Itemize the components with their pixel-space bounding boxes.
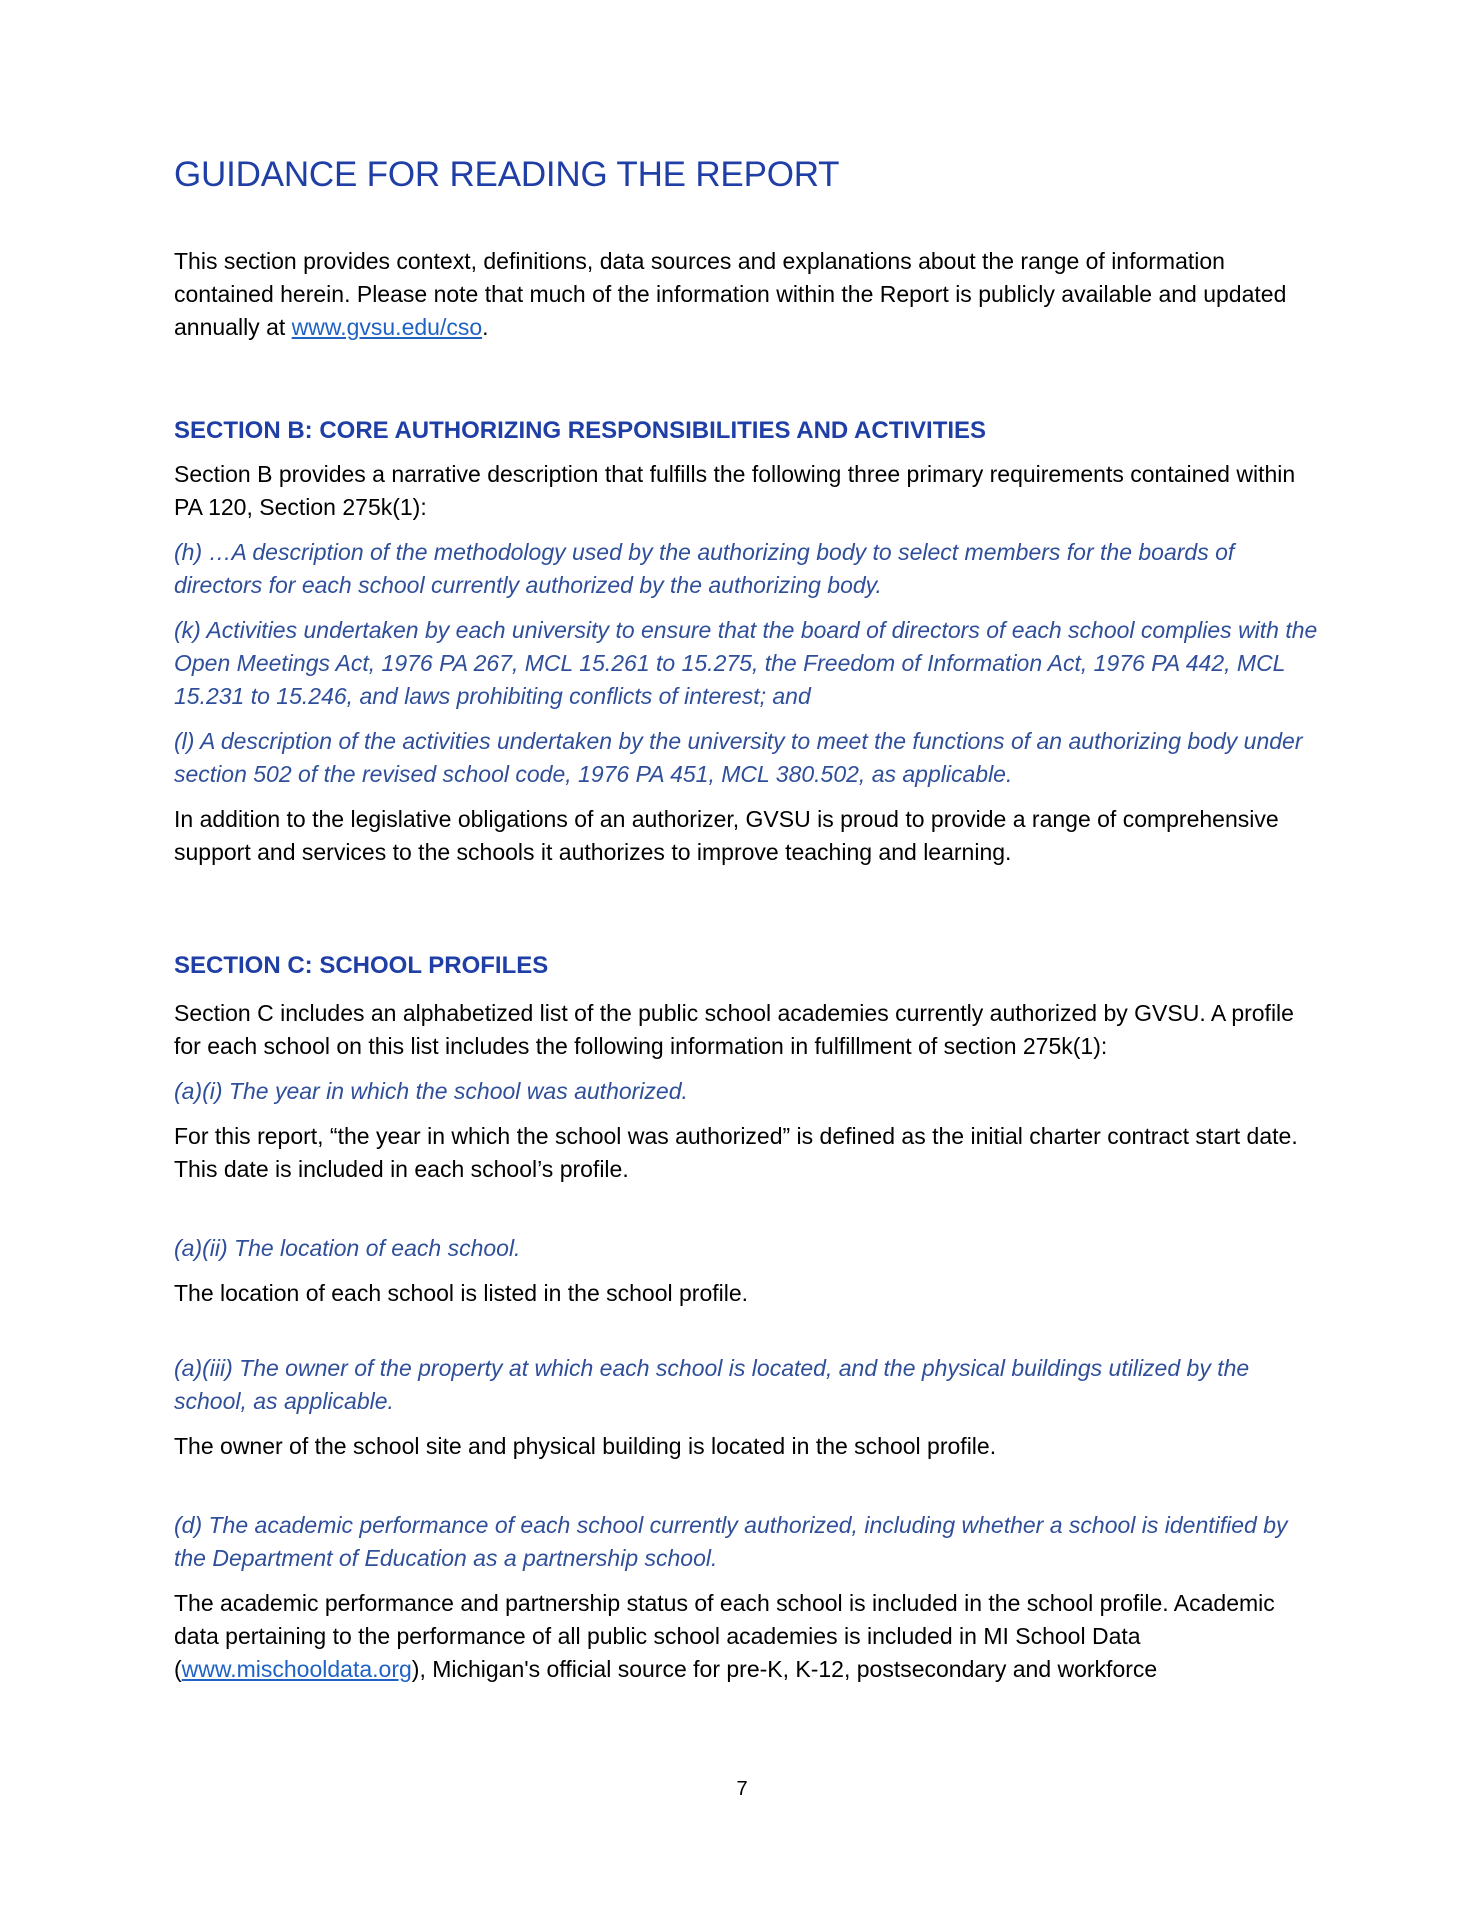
- explanation-a-iii: The owner of the school site and physical building is located in the school profile.: [174, 1433, 997, 1459]
- requirement-a-ii: (a)(ii) The location of each school.: [174, 1235, 521, 1261]
- page-title: GUIDANCE FOR READING THE REPORT: [174, 155, 840, 194]
- section-b-closing: In addition to the legislative obligations of an authorizer, GVSU is proud to provide a range of comprehensive support and services to the schools it authorizes to improve teaching and learning.: [174, 806, 1279, 865]
- mischooldata-link[interactable]: www.mischooldata.org: [181, 1656, 412, 1682]
- section-c-heading: SECTION C: SCHOOL PROFILES: [174, 952, 549, 979]
- intro-paragraph: [174, 245, 1324, 344]
- requirement-l: (l) A description of the activities undertaken by the university to meet the functions of an authorizing body under section 502 of the revised school code, 1976 PA 451, MCL 380.502, as applicable.: [174, 728, 1303, 787]
- requirement-d: (d) The academic performance of each school currently authorized, including whether a school is identified by the Department of Education as a partnership school.: [174, 1512, 1288, 1571]
- page-content: [174, 155, 1324, 1686]
- requirement-k: (k) Activities undertaken by each university to ensure that the board of directors of each school complies with the Open Meetings Act, 1976 PA 267, MCL 15.261 to 15.275, the Freedom of Information Act, 1976 PA 442, MCL 15.231 to 15.246, and laws prohibiting conflicts of interest; and: [174, 617, 1318, 709]
- section-b-description: Section B provides a narrative description that fulfills the following three primary requirements contained within PA 120, Section 275k(1):: [174, 461, 1296, 520]
- explanation-a-i: For this report, “the year in which the school was authorized” is defined as the initial charter contract start date. This date is included in each school’s profile.: [174, 1123, 1298, 1182]
- section-c-description: Section C includes an alphabetized list of the public school academies currently authorized by GVSU. A profile for each school on this list includes the following information in fulfillment of section 275k(1):: [174, 1000, 1294, 1059]
- explanation-d-text-end: ), Michigan's official source for pre-K, K-12, postsecondary and workforce: [411, 1656, 1158, 1682]
- intro-text-end: .: [482, 314, 489, 340]
- explanation-d: [174, 1587, 1324, 1686]
- requirement-a-iii: (a)(iii) The owner of the property at which each school is located, and the physical buildings utilized by the school, as applicable.: [174, 1355, 1250, 1414]
- requirement-a-i: (a)(i) The year in which the school was authorized.: [174, 1078, 688, 1104]
- section-b-heading: SECTION B: CORE AUTHORIZING RESPONSIBILITIES AND ACTIVITIES: [174, 417, 987, 444]
- page-number: 7: [736, 1778, 748, 1800]
- requirement-h: (h) …A description of the methodology used by the authorizing body to select members for the boards of directors for each school currently authorized by the authorizing body.: [174, 539, 1235, 598]
- intro-text: This section provides context, definitions, data sources and explanations about the range of information contained herein. Please note that much of the information within the Report is publicly available and updated annually at: [174, 248, 1287, 340]
- explanation-d-text: The academic performance and partnership status of each school is included in the school profile. Academic data pertaining to the performance of all public school academies is included in MI School Data (: [174, 1590, 1275, 1682]
- explanation-a-ii: The location of each school is listed in the school profile.: [174, 1280, 749, 1306]
- gvsu-cso-link[interactable]: www.gvsu.edu/cso: [291, 314, 483, 340]
